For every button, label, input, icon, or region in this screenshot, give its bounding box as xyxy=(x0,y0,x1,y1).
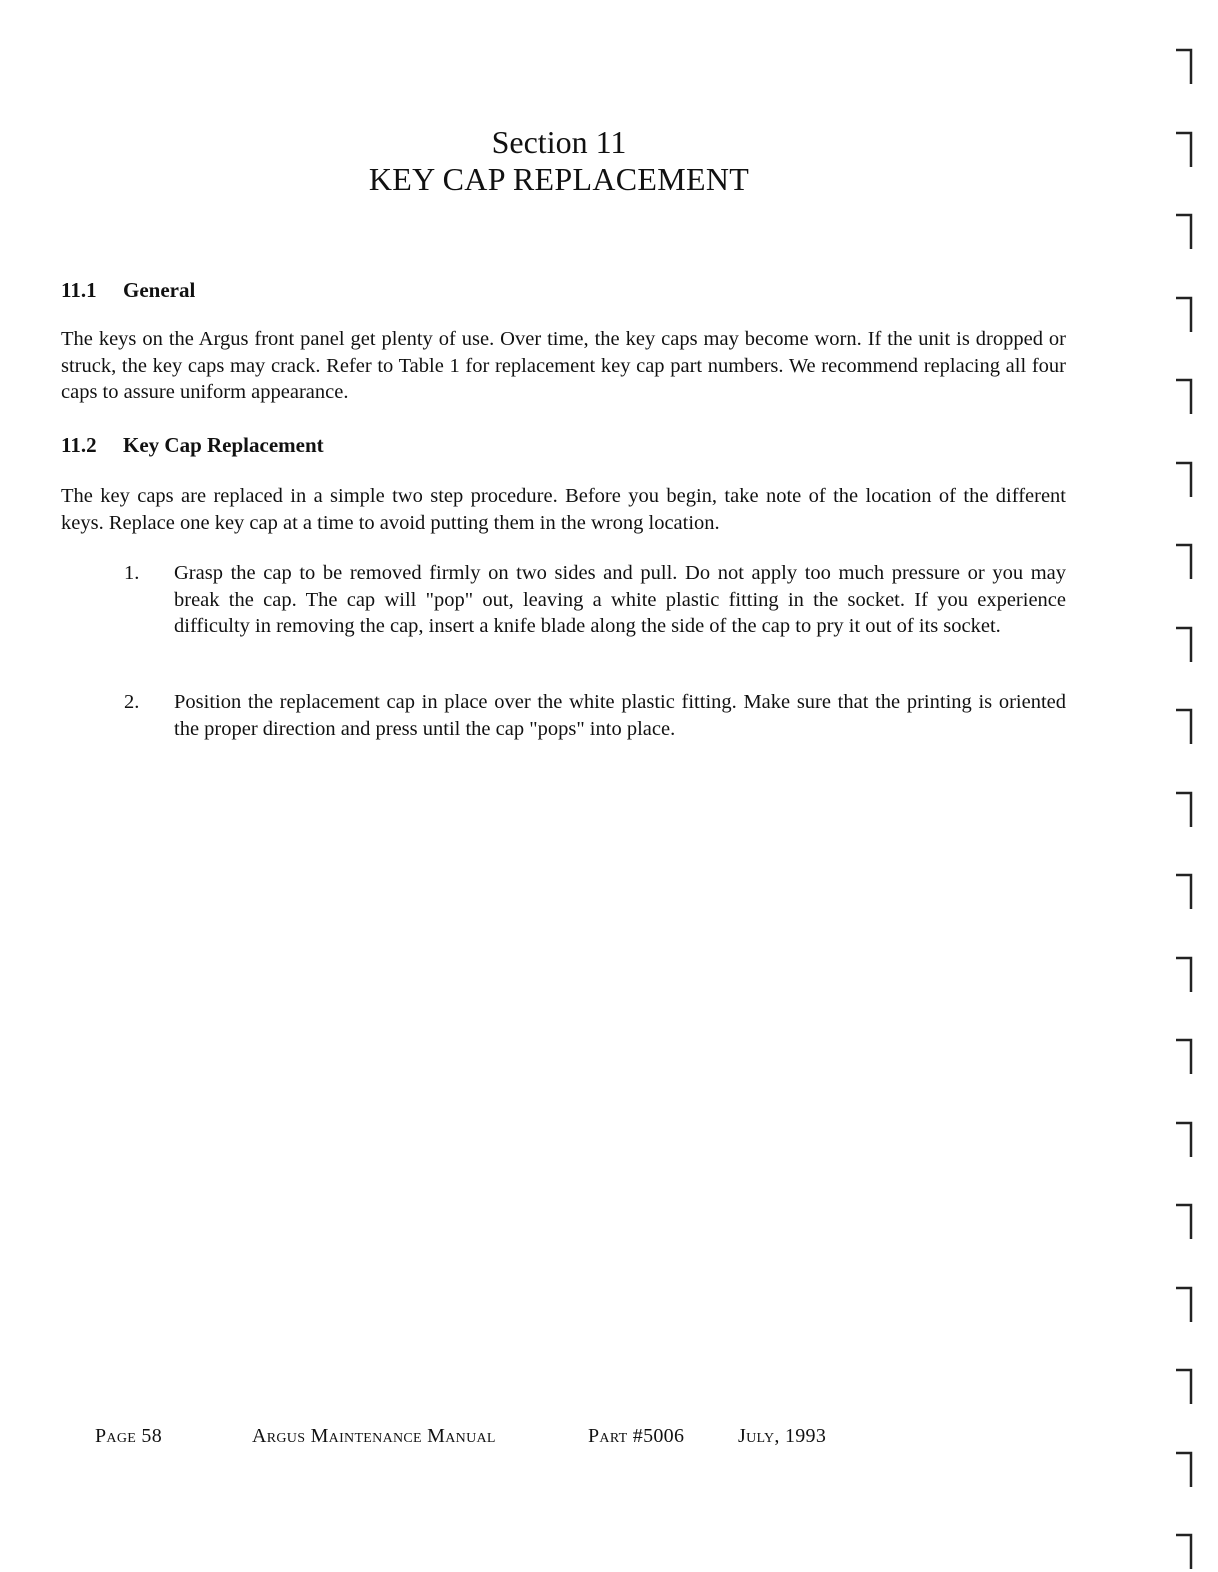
binding-hole-mark xyxy=(1174,1201,1196,1241)
binding-hole-mark xyxy=(1174,541,1196,581)
binding-hole-mark xyxy=(1174,1449,1196,1489)
binding-hole-mark xyxy=(1174,1119,1196,1159)
section-title: KEY CAP REPLACEMENT xyxy=(368,161,750,197)
step-text: Grasp the cap to be removed firmly on two sides and pull. Do not apply too much pressure or you may break the cap. The cap will "pop" out, leaving a white plastic fitting in the socket. If you experience difficulty in removing the cap, insert a knife blade along the side of the cap to pry it out of its socket. xyxy=(174,562,1066,637)
general-paragraph: The keys on the Argus front panel get plenty of use. Over time, the key caps may become worn. If the unit is dropped or struck, the key caps may crack. Refer to Table 1 for replacement key cap part numbers. We recommend replacing all four caps to assure uniform appearance. xyxy=(61,328,1066,403)
binding-hole-mark xyxy=(1174,1366,1196,1406)
binding-hole-mark xyxy=(1174,294,1196,334)
footer-manual-title: Argus Maintenance Manual xyxy=(252,1425,496,1447)
binding-hole-mark xyxy=(1174,789,1196,829)
footer-date: July, 1993 xyxy=(738,1425,827,1447)
step-number: 2. xyxy=(124,691,140,713)
subsection-heading-general xyxy=(61,277,195,303)
subsection-number: 11.2 xyxy=(61,433,97,457)
binding-hole-mark xyxy=(1174,706,1196,746)
binding-hole-mark xyxy=(1174,459,1196,499)
footer-part-number: Part #5006 xyxy=(588,1425,685,1447)
subsection-heading-key-cap-replacement xyxy=(61,432,324,458)
section-label: Section 11 xyxy=(491,124,627,160)
binding-hole-mark xyxy=(1174,376,1196,416)
binding-hole-mark xyxy=(1174,46,1196,86)
binding-hole-mark xyxy=(1174,871,1196,911)
binding-hole-mark xyxy=(1174,1036,1196,1076)
subsection-title: Key Cap Replacement xyxy=(123,433,324,457)
binding-hole-mark xyxy=(1174,129,1196,169)
binding-hole-mark xyxy=(1174,1284,1196,1324)
binding-holes xyxy=(1170,0,1200,1572)
subsection-title: General xyxy=(123,278,196,302)
binding-hole-mark xyxy=(1174,624,1196,664)
footer-page-number: Page 58 xyxy=(95,1425,162,1447)
step-number: 1. xyxy=(124,562,140,584)
binding-hole-mark xyxy=(1174,211,1196,251)
step-text: Position the replacement cap in place over the white plastic fitting. Make sure that the printing is oriented the proper direction and press until the cap "pops" into place. xyxy=(174,691,1066,740)
procedure-step xyxy=(124,560,1066,640)
procedure-step xyxy=(124,689,1066,742)
replacement-paragraph: The key caps are replaced in a simple two step procedure. Before you begin, take note of the location of the different keys. Replace one key cap at a time to avoid putting them in the wrong location. xyxy=(61,485,1066,534)
binding-hole-mark xyxy=(1174,1531,1196,1571)
subsection-number: 11.1 xyxy=(61,278,97,302)
binding-hole-mark xyxy=(1174,954,1196,994)
